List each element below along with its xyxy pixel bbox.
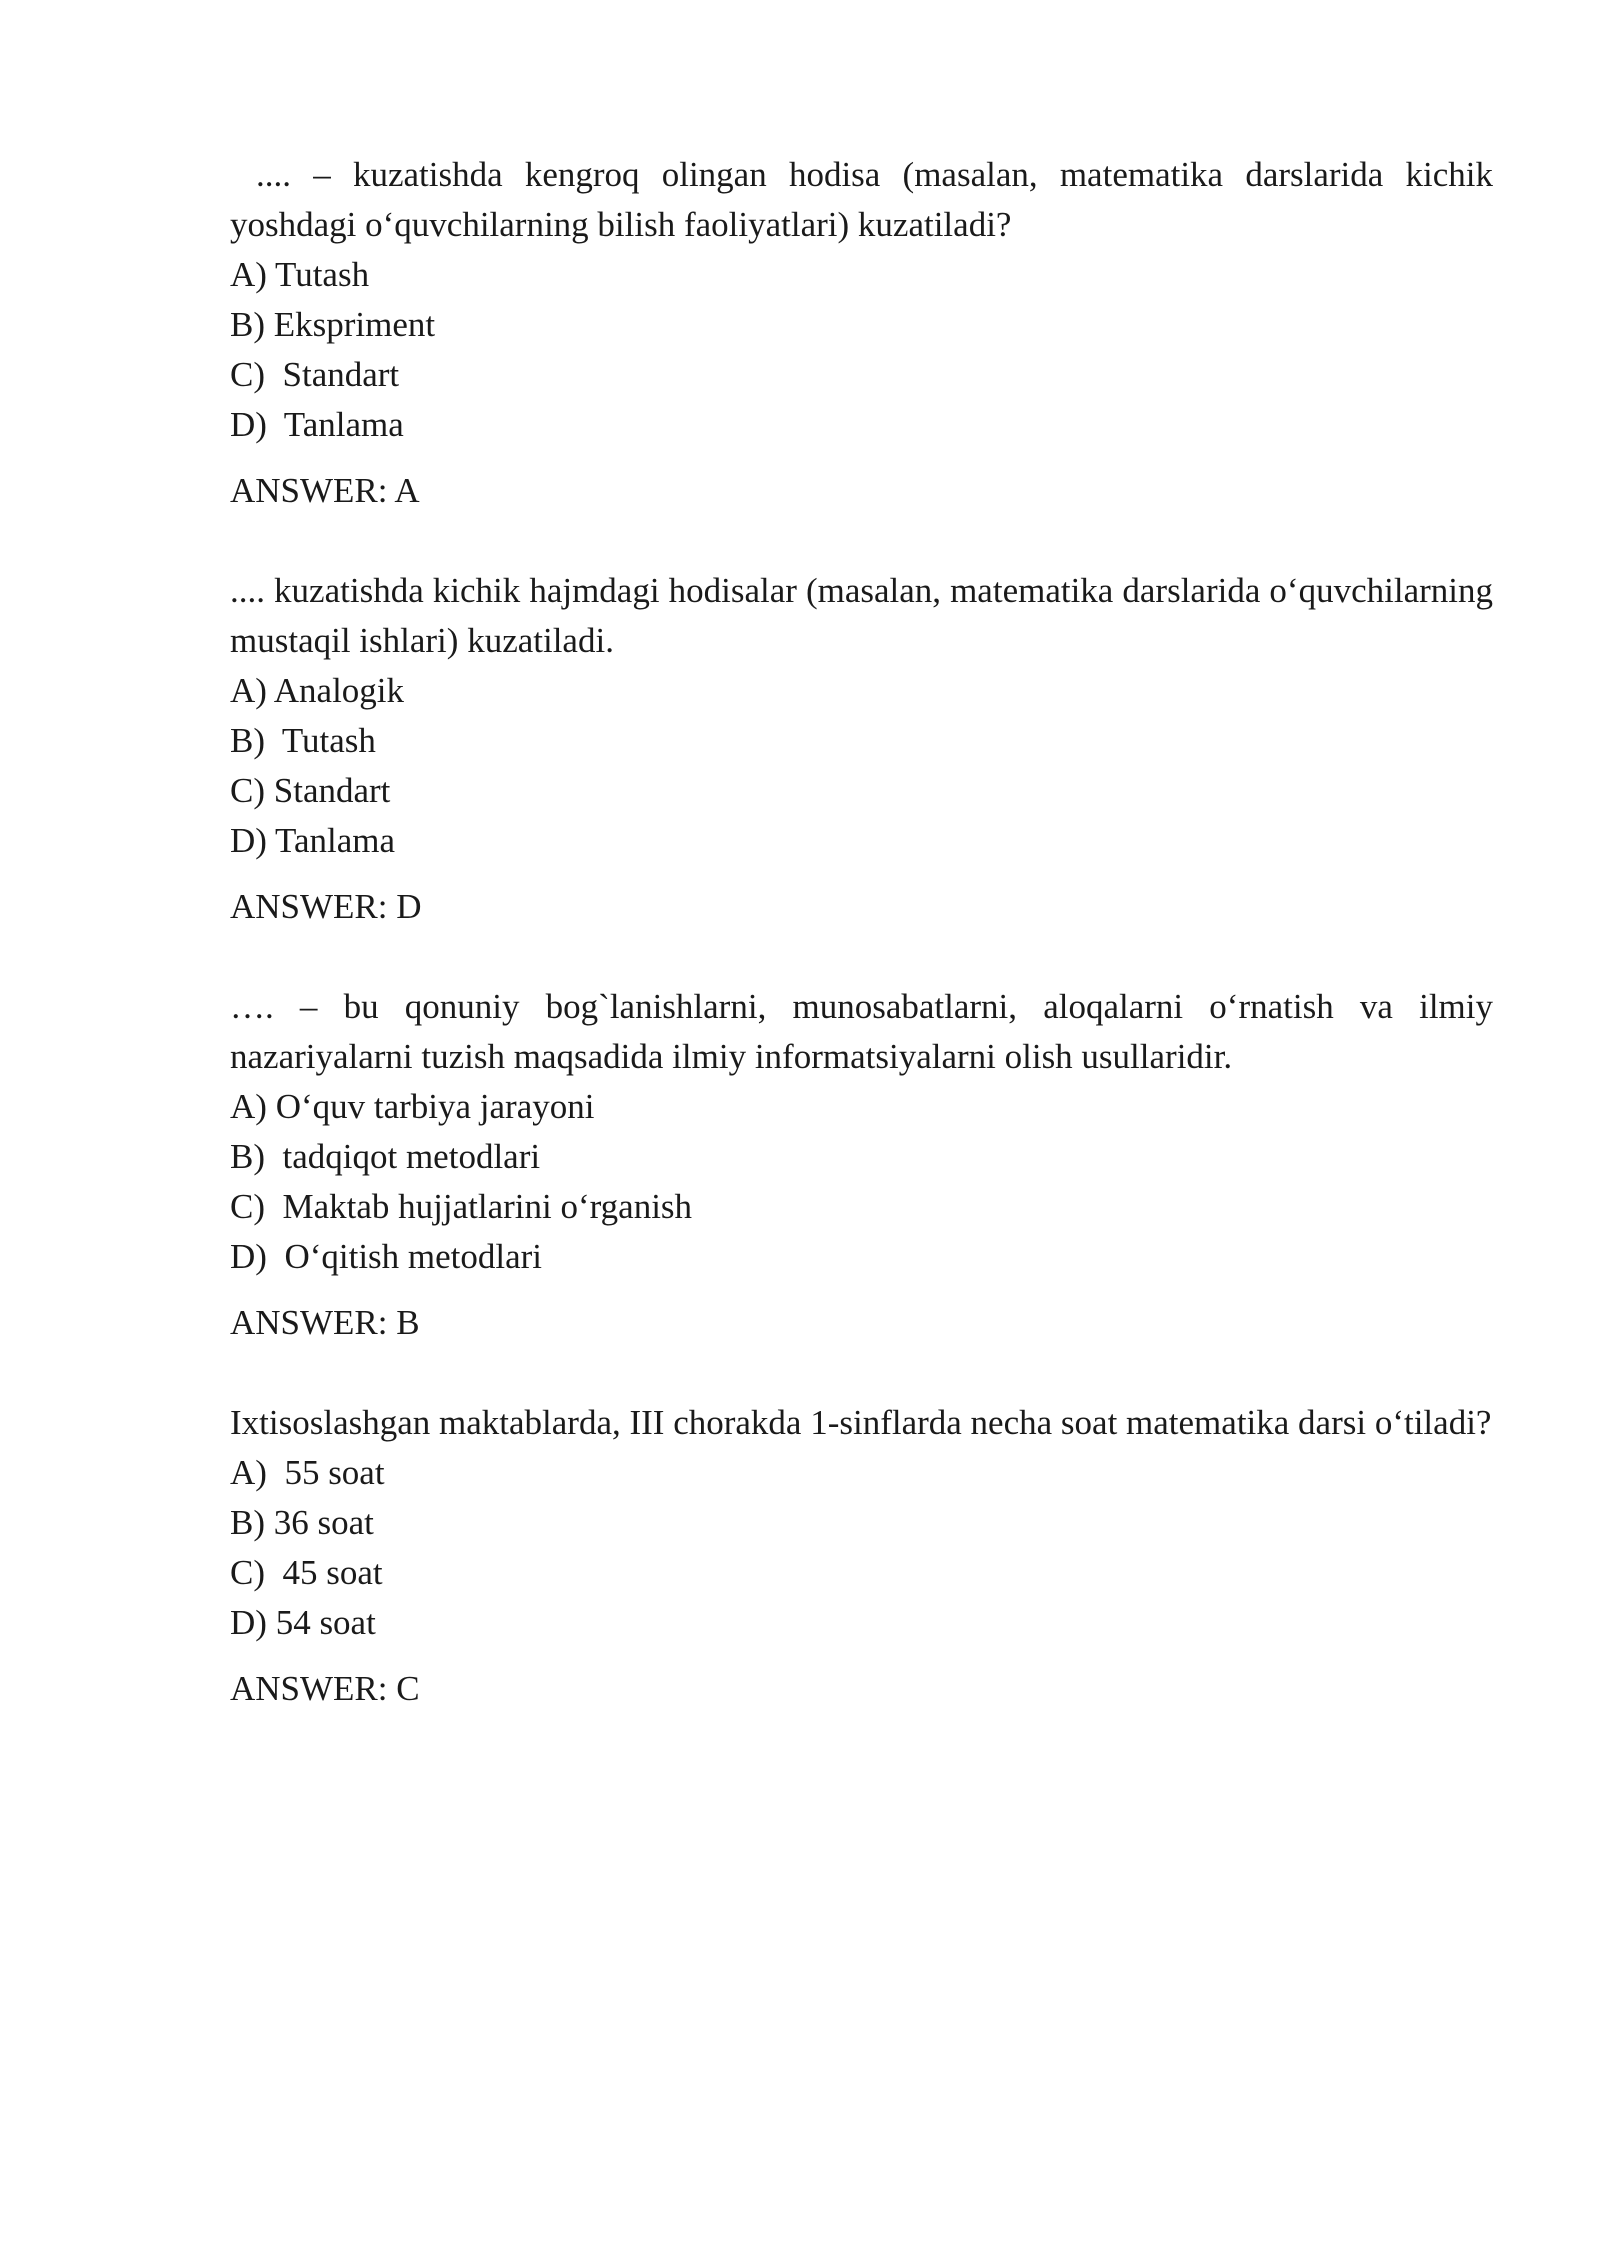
option-text: 54 soat xyxy=(266,1603,376,1642)
option-letter: A) xyxy=(230,1453,267,1492)
option-b xyxy=(230,716,1493,766)
answer-line: ANSWER: B xyxy=(230,1303,420,1342)
option-c xyxy=(230,1548,1493,1598)
answer-line: ANSWER: A xyxy=(230,471,420,510)
option-text: Standart xyxy=(265,355,400,394)
option-a xyxy=(230,666,1493,716)
question-text: …. – bu qonuniy bog`lanishlarni, munosabatlarni, aloqalarni o‘rnatish va ilmiy nazariyalarni tuzish maqsadida ilmiy informatsiyalarni olish usullaridir. xyxy=(230,987,1493,1076)
option-letter: B) xyxy=(230,1137,265,1176)
option-c xyxy=(230,350,1493,400)
question-3 xyxy=(230,982,1493,1348)
option-d xyxy=(230,400,1493,450)
option-text: Tanlama xyxy=(266,821,396,860)
option-letter: D) xyxy=(230,405,267,444)
option-b xyxy=(230,300,1493,350)
option-c xyxy=(230,1182,1493,1232)
option-text: 45 soat xyxy=(265,1553,383,1592)
option-letter: C) xyxy=(230,355,265,394)
option-text: Tutash xyxy=(266,255,370,294)
option-letter: C) xyxy=(230,771,265,810)
option-b xyxy=(230,1498,1493,1548)
option-letter: C) xyxy=(230,1187,265,1226)
option-letter: D) xyxy=(230,1603,267,1642)
question-4 xyxy=(230,1398,1493,1714)
option-d xyxy=(230,816,1493,866)
option-letter: D) xyxy=(230,1237,267,1276)
option-text: Analogik xyxy=(266,671,405,710)
question-text: Ixtisoslashgan maktablarda, III chorakda 1-sinflarda necha soat matematika darsi o‘tiladi? xyxy=(230,1403,1492,1442)
option-letter: B) xyxy=(230,1503,265,1542)
option-letter: B) xyxy=(230,305,265,344)
option-d xyxy=(230,1232,1493,1282)
document-page xyxy=(230,150,1493,1714)
question-text: .... kuzatishda kichik hajmdagi hodisalar (masalan, matematika darslarida o‘quvchilarning mustaqil ishlari) kuzatiladi. xyxy=(230,571,1493,660)
option-letter: D) xyxy=(230,821,267,860)
question-text: .... – kuzatishda kengroq olingan hodisa (masalan, matematika darslarida kichik yoshdagi o‘quvchilarning bilish faoliyatlari) kuzatiladi? xyxy=(230,155,1493,244)
option-text: Tutash xyxy=(265,721,376,760)
option-text: Maktab hujjatlarini o‘rganish xyxy=(265,1187,693,1226)
option-a xyxy=(230,1082,1493,1132)
option-text: Standart xyxy=(265,771,391,810)
option-letter: C) xyxy=(230,1553,265,1592)
option-c xyxy=(230,766,1493,816)
option-a xyxy=(230,1448,1493,1498)
option-letter: B) xyxy=(230,721,265,760)
option-d xyxy=(230,1598,1493,1648)
option-b xyxy=(230,1132,1493,1182)
option-letter: A) xyxy=(230,255,267,294)
option-letter: A) xyxy=(230,671,267,710)
option-letter: A) xyxy=(230,1087,267,1126)
question-1 xyxy=(230,150,1493,516)
option-text: 55 soat xyxy=(266,1453,385,1492)
option-text: 36 soat xyxy=(265,1503,374,1542)
option-text: tadqiqot metodlari xyxy=(265,1137,541,1176)
answer-line: ANSWER: C xyxy=(230,1669,420,1708)
option-a xyxy=(230,250,1493,300)
question-2 xyxy=(230,566,1493,932)
option-text: O‘quv tarbiya jarayoni xyxy=(266,1087,595,1126)
answer-line: ANSWER: D xyxy=(230,887,422,926)
option-text: Tanlama xyxy=(266,405,404,444)
option-text: Ekspriment xyxy=(265,305,436,344)
option-text: O‘qitish metodlari xyxy=(266,1237,543,1276)
